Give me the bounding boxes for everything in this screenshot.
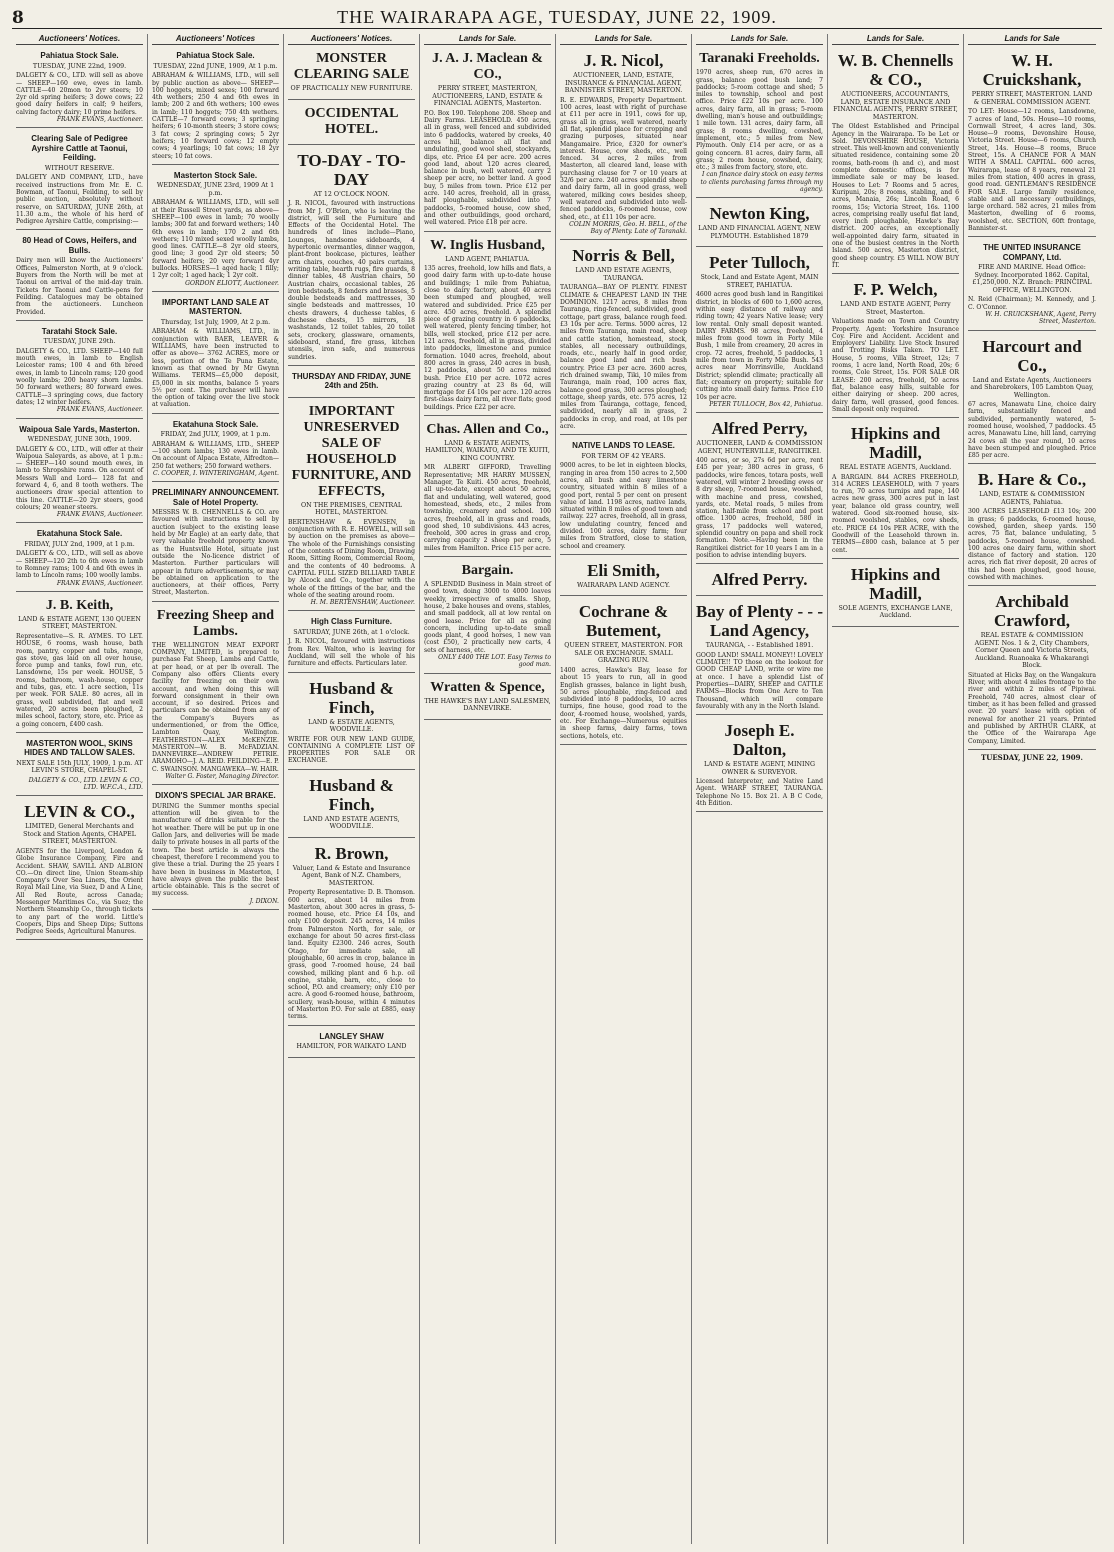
ad-body: ABRAHAM & WILLIAMS, LTD., SHEEP—100 shorn lambs; 130 ewes in lamb. On account of Alpaca Estate, Alfredton— 250 fat wethers; 250 forward wethers. xyxy=(152,440,279,470)
ad-title: LANGLEY SHAW xyxy=(319,1031,384,1041)
ad-body: J. R. NICOL, favoured with instructions from Rev. Walton, who is leaving for Auckland, will sell the whole of his furniture and effects. Particulars later. xyxy=(288,638,415,668)
ad-subtitle: PERRY STREET, MASTERTON, AUCTIONEERS, LAND, ESTATE & FINANCIAL AGENTS, Masterton. xyxy=(432,85,543,108)
column-header: Auctioneers' Notices xyxy=(152,34,279,45)
ad-subtitle: FRIDAY, JULY 2nd, 1909, at 1 p.m. xyxy=(24,540,135,548)
advertisement xyxy=(696,48,823,198)
advertisement xyxy=(696,567,823,596)
column-5 xyxy=(556,34,692,1544)
advertisement xyxy=(152,48,279,165)
ad-subtitle: TUESDAY, 22nd JUNE, 1909, At 1 p.m. xyxy=(153,62,278,70)
advertisement xyxy=(16,526,143,591)
ad-title: Wratten & Spence, xyxy=(430,679,545,695)
ad-body: J. R. NICOL, favoured with instructions from Mr J. O'Brien, who is leaving the district, will sell the Furniture and Effects of the Occidental Hotel. The hundreds of lines include—Piano, Lounges, handsome sideboards, 4 hypertonic overmantles, dinner waggon, plant-front bookcase, pictures, leather arm chairs, couches, 40 pairs curtains, writing table, hearth rugs, fire guards, 8 dinner tables, 48 Austrian chairs, 50 Austrian chairs, occasional tables, 26 iron bedsteads, 8 fenders and brasses, 5 double bedsteads and mattresses, 30 single bedsteads and mattresses, 10 chests drawers, 4 duchesse tables, 6 duchesse chests, 15 mirrors, 18 washstands, 12 toilet tables, 20 toilet sets, crockery, glassware, ornaments, sideboard, stand, fire grass, kitchen utensils, iron safe, and numerous sundries. xyxy=(288,200,415,361)
ad-subtitle: LAND & ESTATE AGENTS, HAMILTON, WAIKATO, AND TE KUITI, KING COUNTRY. xyxy=(425,439,550,462)
ad-body: DALGETY & CO., LTD. will sell as above— SHEEP—160 ewe, ewes in lamb. CATTLE—40 20mon to 2yr steers; 10 2yr old spring heifers; 3 dowe cows; 22 good dairy heifers in calf; 9 heifers, calving factory dairy; 10 prime heifers. xyxy=(16,72,143,116)
footer-date: TUESDAY, JUNE 22, 1909. xyxy=(981,752,1083,762)
ad-signature: PETER TULLOCH, Box 42, Pahiatua. xyxy=(709,400,823,408)
ad-subtitle: Thursday, 1st July, 1909, At 2 p.m. xyxy=(160,318,271,326)
ad-title: Cochrane & Butement, xyxy=(578,602,669,641)
advertisement xyxy=(152,168,279,292)
ad-title: 80 Head of Cows, Heifers, and Bulls. xyxy=(22,236,137,255)
ad-title: Chas. Allen and Co., xyxy=(426,421,549,437)
advertisement xyxy=(560,599,687,744)
advertisement xyxy=(288,103,415,145)
column-header: Lands for Sale. xyxy=(560,34,687,45)
newspaper-title: THE WAIRARAPA AGE, TUESDAY, JUNE 22, 1909. xyxy=(337,7,777,27)
ad-subtitle: LAND AND ESTATE AGENT, Perry Street, Masterton. xyxy=(840,301,951,316)
ad-signature: W. H. CRUICKSHANK, Agent, Perry Street, Masterton. xyxy=(985,310,1096,326)
advertisement xyxy=(968,240,1096,330)
ad-body: BERTENSHAW & EVENSEN, in conjunction with R. E. HOWELL, will sell by auction on the premises as above— The whole of the Furnishings consisting of the contents of Dining Room, Drawing Room, Sitting Room, Commercial Room, and the contents of 40 bedrooms. A CAPITAL FULL SIZED BILLIARD TABLE by Alcock and Co., together with the whole of the fittings of the bar, and the whole of the seating around room. xyxy=(288,518,415,599)
ad-title: TO-DAY - TO-DAY xyxy=(297,150,406,189)
ad-subtitle: LAND & ESTATE AGENTS, WOODVILLE. xyxy=(308,718,395,734)
ad-title: Joseph E. Dalton, xyxy=(724,721,795,760)
advertisement xyxy=(16,324,143,419)
advertisement xyxy=(288,773,415,838)
ad-title: Hipkins and Madill, xyxy=(850,564,941,603)
ad-subtitle: TUESDAY, JUNE 22nd, 1909. xyxy=(32,62,127,70)
ad-title: THE UNITED INSURANCE COMPANY, Ltd. xyxy=(983,243,1081,262)
ad-title: B. Hare & Co., xyxy=(977,470,1087,490)
ad-title: OCCIDENTAL HOTEL. xyxy=(304,105,399,137)
ad-subtitle: NEXT SALE 15th JULY, 1909, 1 p.m. AT LEVIN'S STORE, CHAPEL-ST. xyxy=(16,759,143,775)
advertisement xyxy=(152,295,279,414)
masthead xyxy=(12,6,1102,29)
column-8 xyxy=(964,34,1100,1544)
advertisement xyxy=(968,589,1096,749)
ad-body: TO LET: House—12 rooms, Lansdowne, 7 acres of land, 50s. House—10 rooms, Cornwall Street, 4 acres land, 30s. House—9 rooms, Devonshire House, Victoria Street. House—6 rooms, Church Street, 14s. House—8 rooms, Bruce Street, 15s. A CHANCE FOR A MAN WITH A SMALL CAPITAL. 600 acres, Wairarapa, lease of 8 years, renewal 21 miles from station, 400 acres in grass, good road. GENTLEMAN'S RESIDENCE FOR SALE. Large family residence, stable and all necessary outbuildings, large orchard. 582 acres, 21 miles from Masterton, dwelling of 6 rooms, woolshed, etc. SECTION, 60ft frontage, Bannister-st. xyxy=(968,108,1096,233)
ad-title: MASTERTON WOOL, SKINS HIDES AND TALLOW SALES. xyxy=(24,738,135,758)
ad-title: Bargain. xyxy=(461,563,514,579)
ad-subtitle: SOLE AGENTS, EXCHANGE LANE, Auckland. xyxy=(838,604,953,620)
column-2 xyxy=(148,34,284,1544)
ad-body: Property Representative: D. B. Thomson. 600 acres, about 14 miles from Masterton, about 300 acres in grass, 5-roomed house, etc. Price £4 10s, and only £100 deposit. 245 acres, 14 miles from Palmerston North, for sale, or exchange for about 50 acres first-class land. Equity £2300. 246 acres, South Otago, for immediate sale, all ploughable, 60 acres in crop, balance in grass, good 7-roomed house, 24 bail cowshed, milking plant and 6 h.p. oil engine, stable, barn, etc., close to school, P.O. and creamery; only £10 per acre. A good 6-roomed house, bathroom, scullery, wash-house, within 4 minutes of Masterton P.O. For sale at £885, easy terms. xyxy=(288,889,415,1021)
column-grid xyxy=(12,34,1102,1544)
ad-signature: C. COOPER, I. WINTERINGHAM, Agent. xyxy=(152,469,279,477)
ad-title: Husband & Finch, xyxy=(309,775,394,814)
column-header: Lands for Sale. xyxy=(832,34,959,45)
advertisement xyxy=(16,233,143,320)
ad-signature: FRANK EVANS, Auctioneer. xyxy=(56,116,143,124)
column-1 xyxy=(12,34,148,1544)
ad-body: ABRAHAM & WILLIAMS, LTD., will sell at their Russell Street yards, as above— SHEEP—100 ewes in lamb; 70 woolly lambs; 300 fat and forward wethers; 140 6th ewes in lamb; 170 2 and 6th wethers; 110 mixed sexed woolly lambs, good lines. CATTLE—8 2yr old steers, good line; 3 good 2yr old steers; 50 forward heifers; 20 very forward 4yr bullocks. HORSES—1 aged hack; 1 filly; 1 2yr colt; 1 aged hack; 1 2yr colt. xyxy=(152,199,279,280)
ad-subtitle: AUCTIONEER, LAND & COMMISSION AGENT, HUNTERVILLE, RANGITIKEI. xyxy=(696,440,823,455)
advertisement xyxy=(16,131,143,230)
ad-subtitle: REAL ESTATE & COMMISSION AGENT. Nos. 1 & 2, City Chambers, Corner Queen and Victoria Streets, Auckland. Ruanoaka & Whakarangi Block. xyxy=(974,632,1090,670)
ad-title: Taranaki Freeholds. xyxy=(699,51,820,67)
column-header: Lands for Sale. xyxy=(696,34,823,45)
advertisement xyxy=(560,438,687,555)
advertisement xyxy=(968,334,1096,465)
advertisement xyxy=(288,841,415,1026)
ad-subtitle: AUCTIONEER, LAND, ESTATE, INSURANCE & FINANCIAL AGENT, BANNISTER STREET, MASTERTON. xyxy=(564,72,683,95)
ad-title: Newton King, xyxy=(709,204,810,224)
ad-subtitle: FOR TERM OF 42 YEARS. xyxy=(581,452,666,460)
ad-signature: COLIN MORRIS, Geo. H. BELL, of the Bay of Plenty. Late of Taranaki. xyxy=(569,220,687,236)
ad-body: 300 ACRES LEASEHOLD £13 10s; 200 in grass; 6 paddocks, 6-roomed house, cowshed, garden, sheep yards. 150 acres, 75 flat, balance undulating, 5 paddocks, 5-roomed house, cowshed. 100 acres one dairy farm, within short distance of factory and station. 120 acres, rich flat river deposit, 20 acres of this had been ploughed, good house, cowshed with machines. xyxy=(968,508,1096,582)
ad-body: 400 acres, or so, 27s 6d per acre, rent £45 per year; 380 acres in grass, 6 paddocks, wire fences, totara posts, well watered, will winter 2 breeding ewes or 8 dry sheep, 7-roomed house, woolshed, with machine and press, cowshed, yards, etc. Metal roads, 5 miles from station, half-mile from school and post office. 1300 acres, freehold, 580 in grass, 17 paddocks well watered, splendid country on papa and shell rock formation. Note.—Having been in the Rangitikei district for 10 years I am in a position to advise intending buyers. xyxy=(696,457,823,559)
advertisement xyxy=(832,48,959,274)
advertisement xyxy=(288,676,415,770)
advertisement xyxy=(424,48,551,231)
column-7 xyxy=(828,34,964,1544)
advertisement xyxy=(424,419,551,557)
advertisement xyxy=(152,417,279,482)
ad-title: Ekatahuna Stock Sale. xyxy=(172,419,259,429)
ad-title: Pahiatua Stock Sale. xyxy=(40,51,119,61)
ad-body: ABRAHAM & WILLIAMS, LTD., in conjunction with BAER, LEAVER & WILLIAMS, have been instructed to offer as above— 3762 ACRES, more or less, portion of the Te Puna Estate, known as that owned by Mr Gwynn Williams. TERMS—£5,000 deposit, £5,000 in six months, balance 5 years 5½ per cent. The purchaser will have the option of taking over the live stock at valuation. xyxy=(152,328,279,409)
ad-signature: ONLY £400 THE LOT. Easy Terms to good man. xyxy=(438,654,551,669)
ad-body: MR ALBERT GIFFORD, Travelling Representative; MR HARRY MUSSEN, Manager, Te Kuiti. 450 acres, freehold, all up-to-date, except about 50 acres, flat and undulating, well watered, good homestead, sheds, etc., 2 miles from township, creamery and school. 100 acres, freehold, all in grass and roads, good shed, 10 subdivisions. 443 acres, freehold, 300 acres in grass and crop, carrying capacity 2 sheep per acre, 5 miles from Hamilton. Price £15 per acre. xyxy=(424,464,551,552)
ad-title: Pahiatua Stock Sale. xyxy=(176,51,255,61)
ad-subtitle: FRIDAY, 2nd JULY, 1909, at 1 p.m. xyxy=(160,431,271,439)
column-header: Auctioneers' Notices. xyxy=(288,34,415,45)
ad-subtitle: LAND, ESTATE & COMMISSION AGENTS, Pahiatua. xyxy=(979,491,1085,506)
ad-title: Taratahi Stock Sale. xyxy=(41,326,118,336)
ad-body: A SPLENDID Business in Main street of good town, doing 3000 to 4000 loaves weekly, irrespective of smalls. Shop, house, 2 bake houses and ovens, stables, and small paddock, all at low rental on good lease. Price for all as going concern, including up-to-date small goods plant, 4 good horses, 1 new van (cost £50), 2 practically new carts, 4 sets of harness, etc. xyxy=(424,581,551,654)
ad-title: LEVIN & CO., xyxy=(24,802,135,822)
ad-body: WRITE FOR OUR NEW LAND GUIDE, CONTAINING A COMPLETE LIST OF PROPERTIES FOR SALE OR EXCHANGE. xyxy=(288,735,415,765)
ad-body: Valuations made on Town and Country Property. Agent: Yorkshire Insurance Coy. Fire and Accident. Accident and Employers' Liability. Live Stock Insured and Trotting Risks Taken. TO LET. House, 5 rooms, Villa Street, 12s; 7 rooms, 1 acre land, North Road, 20s; 6 rooms, Cole Street, 15s. FOR SALE OR LEASE: 200 acres, freehold, 50 acres flat, balance easy hills, suitable for either dairying or sheep. 200 acres, dairy farm, well grassed, good fences. Small deposit only required. xyxy=(832,318,959,413)
ad-subtitle: THE HAWKE'S BAY LAND SALESMEN, DANNEVIRKE. xyxy=(424,697,551,713)
ad-body: DURING the Summer months special attention will be given to the manufacture of drinks suitable for the hot weather. There will be put up in one Gallon Jars, and deliveries will be made daily to private houses in all parts of the town. The best article is always the cheapest, therefore I recommend you to give these a trial. During the 25 years I have been in business in Masterton, I have always given the public the best article obtainable. This is the secret of my success. xyxy=(152,802,279,898)
ad-subtitle: AT 12 O'CLOCK NOON. xyxy=(313,190,390,198)
ad-title: W. Inglis Husband, xyxy=(430,237,545,253)
advertisement xyxy=(968,48,1096,237)
page-number: 8 xyxy=(12,8,24,28)
ad-body: THE WELLINGTON MEAT EXPORT COMPANY, LIMITED, is prepared to purchase Fat Sheep, Lambs and Cattle, at per head, or at per lb overall. The Company also offers Clients every facility for freezing on their own account, and when doing this will forward consignment in their own account, if so desired. Prices and particulars can be obtained from any of the Company's Buyers as undermentioned, or from the Office, Lambton Quay, Wellington. FEATHERSTON—ALEX McKENZIE. MASTERTON—W. B. McFADZIAN. DANNEVIRKE—ANDREW PETRIE. ARAMOHO—J. A. REID. FEILDING—E. P. C. SWAINSON. MANGAWEKA—W. HAIR. xyxy=(152,641,279,773)
ad-signature: DALGETY & CO., LTD. LEVIN & CO., LTD. W.F.C.A., LTD. xyxy=(28,776,143,792)
ad-body: P.O. Box 190. Telephone 208. Sheep and Dairy Farms. LEASEHOLD. 450 acres, all in grass, well fenced and subdivided into 6 paddocks, watered by creeks, 40 acres hill, balance all flat and undulating, good wool shed, stockyards, dips, etc. Price £4 per acre. 200 acres good land, about 120 acres cleared, balance in bush, well watered, carry 2 sheep per acre, no better land. A good buy, 5 miles from town. Price £12 per acre. 140 acres, freehold, all in grass, half ploughable, subdivided into 7 paddocks, 5-roomed house, cow shed, and other outbuildings, good orchard, well watered. Price £18 per acre. xyxy=(424,109,551,227)
ad-body: 67 acres, Manawatu Line, choice dairy farm, substantially fenced and subdivided, permanently watered, 5-roomed house, woolshed, 7 paddocks. 45 acres, Manawatu Line, hill land, carrying 24 cows all the year round, 10 acres have been stumped and ploughed. Price £85 per acre. xyxy=(968,401,1096,460)
advertisement xyxy=(424,560,551,674)
advertisement xyxy=(696,718,823,812)
ad-signature: Walter G. Foster, Managing Director. xyxy=(165,773,279,781)
ad-title: Husband & Finch, xyxy=(309,678,394,717)
ad-title: W. H. Cruickshank, xyxy=(982,51,1082,90)
ad-body: Representative—S. R. AYMES. TO LET. HOUSE, 6 rooms, wash house, bath room, pantry, copper and tubs, range, gas stove, gas laid on all over house, force pump and tanks, fowl run, etc. Lansdowne, 15s per week. HOUSE, 5 rooms, bathroom, wash-house, copper and tubs, gas, etc. 1 acre section, 11s per week. FOR SALE. 80 acres, all in grass, well subdivided, flat and well watered, 20 acres been ploughed, 2 miles school, factory, store, etc. Price as a going concern, £400 cash. xyxy=(16,632,143,728)
ad-title: DIXON'S SPECIAL JAR BRAKE. xyxy=(155,791,276,801)
ad-subtitle: WEDNESDAY, JUNE 23rd, 1909 At 1 p.m. xyxy=(156,182,275,197)
ad-subtitle: TAURANGA, - - Established 1891. xyxy=(705,642,814,650)
ad-title: MONSTER CLEARING SALE xyxy=(293,51,410,83)
advertisement xyxy=(424,235,551,416)
ad-body: DALGETY AND COMPANY, LTD., have received instructions from Mr. E. C. Bowman, of Taonui, Feilding, to sell by public auction, absolutely without reserve, on SATURDAY, JUNE 26th, at 11.30 a.m., the whole of his herd of Pedigree Ayrshire Cattle, comprising:— xyxy=(16,174,143,226)
ad-subtitle: QUEEN STREET, MASTERTON. FOR SALE OR EXCHANGE. SMALL GRAZING RUN. xyxy=(564,642,683,665)
advertisement xyxy=(16,595,143,733)
advertisement xyxy=(832,562,959,627)
ad-subtitle: LAND & ESTATE AGENT, MINING OWNER & SURVEYOR. xyxy=(703,761,816,776)
ad-title: Bay of Plenty - - - Land Agency, xyxy=(696,602,824,641)
ad-title: THURSDAY AND FRIDAY, JUNE 24th and 25th. xyxy=(292,371,411,391)
column-3 xyxy=(284,34,420,1544)
advertisement xyxy=(16,799,143,940)
advertisement xyxy=(560,558,687,597)
advertisement xyxy=(288,148,415,366)
ad-subtitle: LAND & ESTATE AGENT, 130 QUEEN STREET, MASTERTON. xyxy=(18,615,141,631)
ad-body: ABRAHAM & WILLIAMS, LTD., will sell by public auction as above— SHEEP—100 hoggets, mixed sexes; 100 forward 4th wethers; 250 4 and 6th ewes in lamb; 200 2 and 6th wethers; 100 ewes in lamb; 110 hoggets; 750 4th wethers. CATTLE—7 forward cows; 3 springing heifers; 6 10-month steers; 3 store cows; 3 fat cows; 2 springing cows; 5 2yr heifers; 10 forward cows; 12 empty cows; 4 yearlings; 10 fat cows; 18 2yr steers; 10 fat cows. xyxy=(152,72,279,160)
ad-subtitle: OF PRACTICALLY NEW FURNITURE. xyxy=(290,85,413,93)
ad-title: R. Brown, xyxy=(314,843,389,863)
ad-subtitle: WITHOUT RESERVE. xyxy=(44,164,115,172)
advertisement xyxy=(696,599,823,715)
ad-subtitle: Valuer, Land & Estate and Insurance Agent, Bank of N.Z. Chambers, MASTERTON. xyxy=(292,864,411,887)
ad-subtitle: ON THE PREMISES, CENTRAL HOTEL, MASTERTON. xyxy=(300,501,403,517)
column-header: Lands for Sale. xyxy=(424,34,551,45)
ad-title: High Class Furniture. xyxy=(311,617,392,627)
advertisement xyxy=(696,250,823,413)
ad-title: W. B. Chennells & CO., xyxy=(837,51,954,90)
ad-body: GOOD LAND! SMALL MONEY!! LOVELY CLIMATE!! TO those on the lookout for GOOD CHEAP LAND, write or wire me at once. I have a splendid List of Properties—DAIRY, SHEEP and CATTLE FARMS—Blocks from One Acre to Ten Thousand, which will compare favourably with any in the North Island. xyxy=(696,651,823,710)
ad-body: The Oldest Established and Principal Agency in the Wairarapa. To be Let or Sold. DEVONSHIRE HOUSE, Victoria street. This well-known and conveniently situated residence, containing some 20 rooms, bath-room (h and c), and most complete domestic offices, is for immediate sale or may be leased. Houses to Let: 7 Rooms and 5 acres, Kuripuni, 20s; 8 rooms, stabling, and 6 acres, Manaia, 26s; Lincoln Road, 6 rooms, 15s; Victoria Street, 16s. 1100 acres, comprising really useful flat land, every inch ploughable, Hawke's Bay district. 200 acres, an exceptionally well-appointed dairy farm, situated in one of the busiest centres in the North Island. 500 acres, Masterton district, good sheep country. £5 WILL NOW BUY IT. xyxy=(832,123,959,269)
column-6 xyxy=(692,34,828,1544)
advertisement xyxy=(288,369,415,398)
ad-subtitle: REAL ESTATE AGENTS, Auckland. xyxy=(839,464,952,472)
ad-subtitle: LAND AGENT, PAHIATUA. xyxy=(445,255,530,263)
ad-body: R. E. EDWARDS, Property Department. 100 acres, least with right of purchase at £11 per acre in 1911, cows for up, grass all in grass, well watered, nearly all flat, splendid place for cropping and grazing purposes, situated near Mangamaire. Price, £320 for owner's interest. House, cow sheds, etc., well fenced. 34 acres, 2 miles from Masterton, all cleared land, lease with purchasing clause for 7 or 10 years at 32/6 per acre. 240 acres splendid sheep and dairy farm, all in good grass, well watered, milking cows besides sheep, well watered and subdivided into well-fenced paddocks, 6-roomed house, cow shed, etc., at £11 10s per acre. xyxy=(560,96,687,221)
advertisement xyxy=(152,788,279,910)
ad-title: F. P. Welch, xyxy=(853,280,938,300)
ad-signature: H. M. BERTENSHAW, Auctioneer. xyxy=(310,599,415,607)
ad-body: Dairy men will know the Auctioneers' Offices, Palmerston North, at 9 o'clock. Buyers from the North will be met at Taonui on arrival of the mid-day train. Tickets for Taonui and Cattle-pens for Feilding. Catalogues may be obtained from the auctioneers. Luncheon Provided. xyxy=(16,257,143,316)
ad-subtitle: LAND AND ESTATE AGENTS, TAURANGA. xyxy=(575,267,672,282)
advertisement xyxy=(288,614,415,672)
ad-title: Alfred Perry. xyxy=(711,570,808,590)
column-4 xyxy=(420,34,556,1544)
ad-subtitle: Stock, Land and Estate Agent, MAIN STREET, PAHIATUA. xyxy=(700,274,819,289)
ad-signature: I can finance dairy stock on easy terms to clients purchasing farms through my agency. xyxy=(700,171,823,194)
ad-body: 1970 acres, sheep run, 670 acres in grass, balance good bush land; 7 paddocks; 5-room cottage and shed; 5 miles to township, school and post office. Price £22 10s per acre. 100 acres, dairy farm, all in grass; 5-room dwelling, man's house and outbuildings; 1 mile town. 131 acres, dairy farm, all grass; 8 rooms dwelling, cowshed, implement, etc.; 5 miles from New Plymouth. Only £14 per acre, or as a going concern. 81 acres, dairy farm, all grass; 2 room house, cowshed, dairy, etc.; 3 miles from factory, store, etc. xyxy=(696,69,823,172)
ad-body: Licensed Interpreter, and Native Land Agent. WHARF STREET, TAURANGA. Telephone No 15. Box 21. A B C Code, 4th Edition. xyxy=(696,778,823,808)
ad-subtitle: LIMITED, General Merchants and Stock and Station Agents, CHAPEL STREET, MASTERTON. xyxy=(23,823,136,846)
ad-body: 1400 acres, Hawke's Bay, lease for about 15 years to run, all in good English grasses, balance in light bush, 50 acres ploughable, ring-fenced and subdivided into 8 paddocks, 10 acres turnips, fine house, good road to the door, 4-roomed house, woolshed, yards, etc. For Exchange—Numerous equities in sheep farms, dairy farms, town sections, hotels, etc. xyxy=(560,666,687,740)
ad-title: IMPORTANT UNRESERVED SALE OF HOUSEHOLD FURNITURE, AND EFFECTS, xyxy=(291,403,412,499)
advertisement xyxy=(152,605,279,786)
ad-title: NATIVE LANDS TO LEASE. xyxy=(572,441,675,451)
ad-title: J. R. Nicol, xyxy=(583,51,664,71)
ad-subtitle: HAMILTON, FOR WAIKATO LAND xyxy=(296,1043,407,1051)
ad-subtitle: Land and Estate Agents, Auctioneers and Sharebrokers, 105 Lambton Quay, Wellington. xyxy=(970,376,1094,399)
ad-body: N. Reid (Chairman); M. Kennedy, and J. C. O'Connor. xyxy=(968,296,1096,311)
advertisement xyxy=(968,467,1096,586)
advertisement xyxy=(288,1029,415,1058)
advertisement xyxy=(152,485,279,602)
ad-body: A BARGAIN. 844 ACRES FREEHOLD, 314 ACRES LEASEHOLD, with 7 years to run, 70 acres turnips and rape, 140 acres new grass, 300 acres put in last year, balance old grass country, well watered. Good six-roomed house, six-roomed woolshed, stables, cow sheds, etc. PRICE £4 10s PER ACRE, with the Goodwill of the Leasehold thrown in. TERMS—£800 cash, balance at 5 per cent. xyxy=(832,473,959,554)
ad-title: IMPORTANT LAND SALE AT MASTERTON. xyxy=(162,297,269,317)
ad-subtitle: SATURDAY, JUNE 26th, at 1 o'clock. xyxy=(293,628,410,636)
ad-subtitle: WAIRARAPA LAND AGENCY. xyxy=(576,581,671,589)
advertisement xyxy=(16,422,143,524)
ad-subtitle: LAND AND FINANCIAL AGENT, NEW PLYMOUTH. Established 1879 xyxy=(698,225,821,240)
ad-signature: FRANK EVANS, Auctioneer. xyxy=(56,406,143,414)
ad-signature: J. DIXON. xyxy=(249,897,279,905)
ad-title: J. A. J. Maclean & CO., xyxy=(432,51,543,83)
ad-title: Masterton Stock Sale. xyxy=(173,170,258,180)
ad-body: MESSRS W. B. CHENNELLS & CO. are favoured with instructions to sell by auction (subject to the existing lease held by Mr Eagle) at an early date, that very valuable freehold property known as the Huntsville Hotel, situate just outside the No-licence district of Masterton. Further particulars will appear in future advertisements, or may be obtained on application to the auctioneers, at their offices, Perry Street, Masterton. xyxy=(152,509,279,597)
column-header: Lands for Sale xyxy=(968,34,1096,45)
ad-signature: GORDON ELIOTT, Auctioneer. xyxy=(185,279,279,287)
ad-title: Freezing Sheep and Lambs. xyxy=(156,607,275,639)
ad-title: Clearing Sale of Pedigree Ayrshire Cattle at Taonui, Feilding. xyxy=(31,134,128,163)
ad-body: TAURANGA—BAY OF PLENTY. FINEST CLIMATE & CHEAPEST LAND IN THE DOMINION. 1217 acres, 8 miles from Tauranga, ring-fenced, subdivided, good cottage, part grass, balance rough feed. £3 10s per acre. Terms. 5000 acres, 12 miles from Tauranga, main road, sheep and cattle station, homestead, stock, stables, all necessary outbuildings, roads, etc., nearly half in good order, balance good land and rich bush country. Price £3 per acre. 3600 acres, rich drained swamp, Tiki, 10 miles from Tauranga, main road, 100 acres flax, balance good grass, 300 acres ploughed; cottage, sheep yards, etc. 575 acres, 12 miles from Tauranga, cottage, fenced, subdivided, nearly all in grass, 2 paddocks in crop, and road, at 10s per acre. xyxy=(560,284,687,431)
ad-subtitle: LAND AND ESTATE AGENTS, WOODVILLE. xyxy=(303,815,400,831)
ad-title: Archibald Crawford, xyxy=(993,592,1070,631)
ad-signature: FRANK EVANS, Auctioneer. xyxy=(56,579,143,587)
column-header: Auctioneers' Notices. xyxy=(16,34,143,45)
ad-title: Norris & Bell, xyxy=(572,246,675,266)
advertisement xyxy=(16,736,143,797)
ad-subtitle: WEDNESDAY, JUNE 30th, 1909. xyxy=(27,436,132,443)
ad-body: DALGETY & CO., LTD., will offer at their Waipoua Saleyards, as above, at 1 p.m.:— SHEEP—140 sound mouth ewes, in lamb to Shropshire rams. On account of Messrs Wall and Lord— 128 fat and forward 4, 6, and 8 tooth wethers. The auctioneers draw special attention to this line. CATTLE—20 2yr steers, good colours; 20 weaner steers. xyxy=(16,445,143,511)
advertisement xyxy=(696,201,823,247)
ad-title: Alfred Perry, xyxy=(711,419,808,439)
ad-subtitle: AUCTIONEERS, ACCOUNTANTS, LAND, ESTATE INSURANCE AND FINANCIAL AGENTS, PERRY STREET, MASTERTON. xyxy=(833,91,958,121)
ad-body: Situated at Hicks Bay, on the Wangakura River, with about 4 miles frontage to the river and within 2 miles of Pipiwai. Freehold, 740 acres, almost clear of timber, as it has been felled and grassed over. 20 years' lease with option of renewal for another 21 years. Printed and published by ARTHUR CLARK, at the Office of the Wairarapa Age Company, Limited. xyxy=(968,671,1096,745)
ad-title: Harcourt and Co., xyxy=(982,336,1082,375)
ad-body: 135 acres, freehold, low hills and flats, a good dairy farm with up-to-date house and buildings; 1 mile from Pahiatua, close to dairy factory, about 40 acres been stumped and ploughed, well watered and subdivided. Price £25 per acre. 450 acres, freehold. A splendid piece of grazing country in 6 paddocks, well watered, plenty fencing timber, hot bills, well stocked, price £12 per acre. 121 acres, freehold, all in grass, divided into paddocks, limestone and pumice formation. 1040 acres, freehold, about 800 acres in grass, 240 acres in bush, 12 paddocks, about 50 acres mixed bush. Price £10 per acre. 1072 acres grazing country at 23 8s 6d, will mortgage for £4 10s per acre. 120 acres first-class dairy farm, all river flats; good buildings. Price £22 per acre. xyxy=(424,265,551,411)
advertisement xyxy=(832,277,959,418)
ad-subtitle: PERRY STREET, MASTERTON. LAND & GENERAL COMMISSION AGENT. xyxy=(971,91,1093,106)
advertisement xyxy=(560,243,687,435)
ad-signature: FRANK EVANS, Auctioneer. xyxy=(56,511,143,519)
ad-body: DALGETY & CO., LTD., will sell as above— SHEEP—120 2th to 6th ewes in lamb to Romney rams; 100 4 and 6th ewes in lamb to Lincoln rams; 100 woolly lambs. xyxy=(16,550,143,580)
advertisement xyxy=(696,416,823,564)
ad-title: Peter Tulloch, xyxy=(709,253,810,273)
advertisement xyxy=(288,401,415,612)
ad-body: AGENTS for the Liverpool, London & Globe Insurance Company, Fire and Accident. SHAW, SAVILL AND ALBION CO.—On direct line, Union Steam-ship Company's Over Sea Liners, the Orient Royal Mail Line, via Suez, D and A Line, All Red Route, across Canada; Messenger Maritimes Co., via Suez; the Northern Steamship Co., through tickets to any part of the world. Little's Coopers, Dips and Sheep Dips; Suttons Pedigree Seeds, Agricultural Manures. xyxy=(16,847,143,936)
advertisement xyxy=(832,421,959,559)
ad-body: DALGETY & CO., LTD. SHEEP—140 full mouth ewes, in lamb to English Leicester rams; 100 4 and 6th breed ewes, in lamb to Lincoln rams; 120 good woolly lambs; 200 heavy shorn lambs. 50 forward wethers; 80 forward ewes. CATTLE—3 springing cows, due factory dates; 12 winter heifers. xyxy=(16,347,143,406)
ad-title: Eli Smith, xyxy=(587,560,660,580)
ad-body: 9000 acres, to be let in eighteen blocks, ranging in area from 150 acres to 2,500 acres, all bush and easy limestone country, situated within 8 miles of a good port, rental 5 per cent on present value of land. 1198 acres, native lands, situated within 8 miles of good town and railway. 227 acres, freehold, all in grass, low undulating country, fenced and divided. 100 acres, dairy farm; four miles from Stratford, close to station, school and creamery. xyxy=(560,462,687,550)
ad-body: 4600 acres good bush land in Rangitikei district, in blocks of 600 to 1,600 acres, within easy distance of railway and riding town; 42 years Native lease; very low rental. Only small deposit wanted. DAIRY FARMS. 98 acres, freehold, 4 miles from good town in Forty Mile Bush, 1 mile from creamery, 20 acres in crop. 72 acres, freehold, 5 paddocks, 1 mile from town in Forty Mile Bush. 543 acres near Morrinsville, Auckland District; splendid climate; practically all flat; creamery on property; suitable for cutting into small dairy farms. Price £10 10s per acre. xyxy=(696,291,823,401)
ad-title: PRELIMINARY ANNOUNCEMENT. Sale of Hotel Property. xyxy=(152,488,279,507)
ad-title: Waipoua Sale Yards, Masterton. xyxy=(19,424,140,434)
ad-title: Ekatahuna Stock Sale. xyxy=(36,529,123,539)
ad-title: J. B. Keith, xyxy=(45,597,114,613)
advertisement xyxy=(288,48,415,100)
ad-title: Hipkins and Madill, xyxy=(850,424,941,463)
advertisement xyxy=(16,48,143,128)
advertisement xyxy=(424,677,551,720)
ad-subtitle: TUESDAY, JUNE 29th. xyxy=(43,338,116,346)
advertisement xyxy=(560,48,687,240)
ad-subtitle: FIRE AND MARINE. Head Office: Sydney. Incorporated 1862. Capital, £1,250,000. N.Z. Branch: PRINCIPAL OFFICE, WELLINGTON. xyxy=(972,264,1092,294)
